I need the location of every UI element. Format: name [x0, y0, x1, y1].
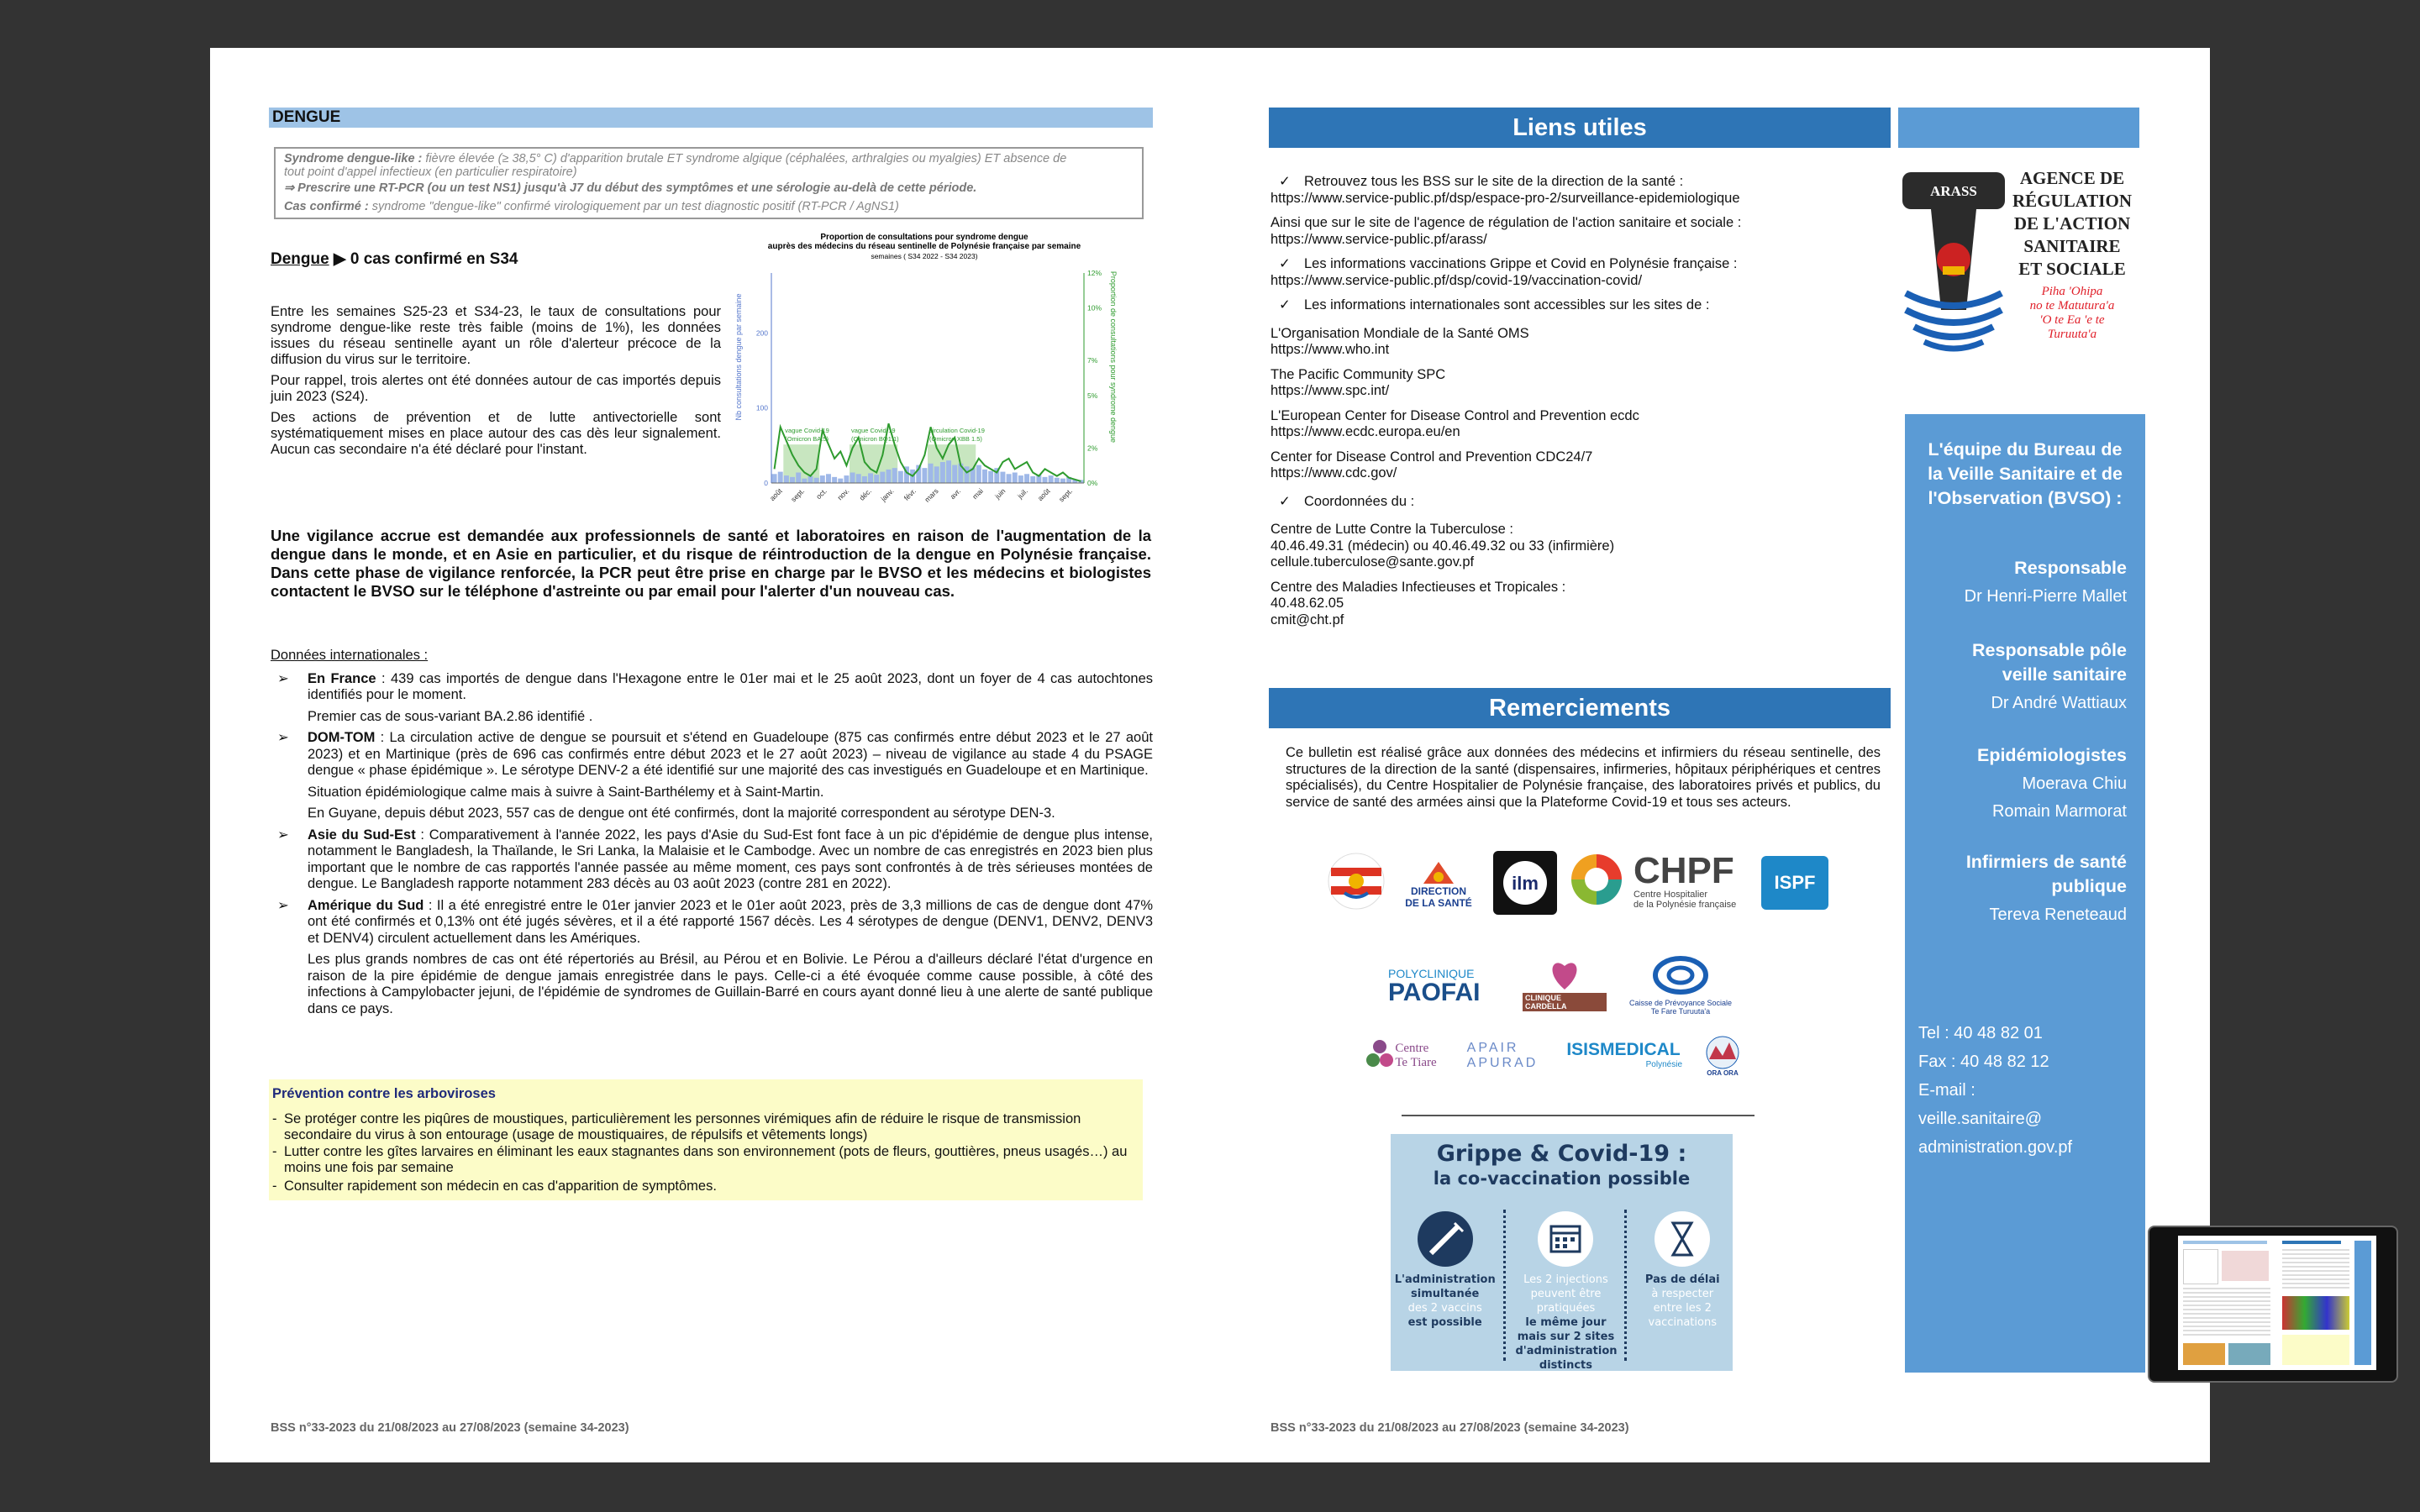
chart-bar	[976, 465, 981, 483]
check-icon: ✓	[1279, 493, 1291, 509]
link-spc[interactable]: https://www.spc.int/	[1270, 383, 1390, 398]
intl-sub: Les plus grands nombres de cas ont été répertoriés au Brésil, au Pérou et en Bolivie. Le Pérou a d'ailleurs déclaré l'état d'urgence en raison de la pire épidémie de dengue jamais enregistrée dans le pays. Celle-ci a été évoquée comme cause possible, à côté des infections à Campylobacter jejuni, de l'épidémie de syndromes de Guillain-Barré en cours ayant donné lieu à une alerte de santé publique dans ce pays.	[308, 952, 1153, 1016]
dengue-paragraphs	[271, 304, 721, 463]
arass-emblem	[1899, 167, 2008, 360]
check-icon: ✓	[1279, 256, 1291, 271]
band-label: vague Covid-19	[851, 427, 896, 435]
x-tick-label: nov.	[835, 486, 851, 502]
chart-bar	[832, 477, 837, 483]
arrow-icon: ➢	[277, 730, 289, 745]
chart-bar	[1013, 473, 1018, 484]
cardella-logo: CLINIQUE CARDELLA	[1523, 953, 1607, 1014]
cps-logo: Caisse de Prévoyance Sociale Te Fare Turuuta'a	[1622, 948, 1739, 1019]
check-icon: ✓	[1279, 297, 1291, 312]
promo-col-1: L'administration simultanée des 2 vaccins est possible	[1395, 1210, 1496, 1373]
role-responsable: Responsable	[2014, 558, 2127, 578]
arrow-icon: ➢	[277, 827, 289, 843]
contact-label: Centre de Lutte Contre la Tuberculose :	[1270, 522, 1513, 537]
link-who[interactable]: https://www.who.int	[1270, 342, 1390, 357]
y2-tick-label: 7%	[1087, 356, 1098, 365]
y-tick-label: 0	[764, 479, 768, 487]
para-3: Des actions de prévention et de lutte antivectorielle sont systématiquement mises en place autour des cas dès leur signalement. Aucun cas secondaire n'a été déclaré pour l'instant.	[271, 410, 721, 457]
name-infirmier: Tereva Reneteaud	[1989, 906, 2127, 924]
chart-ylabel: Nb consultations dengue par semaine	[734, 293, 743, 421]
chart-bar	[814, 478, 819, 483]
intl-item-france: ➢ En France : 439 cas importés de dengue dans l'Hexagone entre le 01er mai et le 25 août 2023, dont un foyer de 4 cas autochtones identifiés pour le moment.	[277, 670, 1153, 702]
y-tick-label: 200	[755, 328, 768, 338]
confirmed-text: syndrome "dengue-like" confirmé virologiquement par un test diagnostic positif (RT-PCR / AgNS1)	[368, 200, 899, 213]
role-epidemio: Epidémiologistes	[1976, 745, 2127, 765]
vigilance-alert: Une vigilance accrue est demandée aux professionnels de santé et laboratoires en raison de l'augmentation de la dengue dans le monde, et en Asie en particulier, et du risque de réintroduction de la dengue en Polynésie française. Dans cette phase de vigilance renforcée, la PCR peut être prise en charge par le BVSO et les médecins et biologistes contactent le BVSO sur le téléphone d'astreinte ou par email pour l'alerter d'un nouveau cas.	[271, 527, 1151, 600]
chpf-symbol-logo	[1568, 851, 1625, 908]
y2-tick-label: 0%	[1087, 479, 1098, 487]
chart-bar	[892, 468, 897, 483]
intl-item-asia: ➢ Asie du Sud-Est : Comparativement à l'année 2022, les pays d'Asie du Sud-Est font face à un pic d'épidémie de dengue plus intense, notamment le Bangladesh, la Thaïlande, le Sri Lanka, la Malaisie et le Cambodge. Avec un nombre de cas enregistrés en 2023 bien plus important que le nombre de cas rapportés l'année passée au même moment, ces pays sont confrontés à de très sérieuses montées de dengue. Le Bangladesh rapporte notamment 283 décès au 03 août 2023 (contre 281 en 2022).	[277, 827, 1154, 891]
header-bar-block	[1898, 108, 2139, 148]
contact-phone: 40.48.62.05	[1270, 596, 1344, 611]
chart-bar	[1018, 475, 1023, 483]
def-text: fièvre élevée (≥ 38,5° C) d'apparition brutale ET syndrome algique (céphalées, arthralgies ou myalgies) ET absence de	[422, 152, 1067, 165]
te-tiare-logo: Centre Te Tiare	[1355, 1031, 1447, 1081]
chart-bar	[946, 460, 951, 483]
x-tick-label: févr.	[902, 486, 918, 502]
para-1: Entre les semaines S25-23 et S34-23, le taux de consultations pour syndrome dengue-like reste très faible (moins de 1%), les données issues du réseau sentinelle ayant un rôle d'alerteur précoce de la diffusion du virus sur le territoire.	[271, 304, 721, 367]
link-arass[interactable]: https://www.service-public.pf/arass/	[1270, 231, 1487, 247]
contact-phone: 40.46.49.31 (médecin) ou 40.46.49.32 ou 33 (infirmière)	[1270, 538, 1615, 554]
link-label: The Pacific Community SPC	[1270, 366, 1446, 382]
link-vaccination[interactable]: https://www.service-public.pf/dsp/covid-19/vaccination-covid/	[1270, 272, 1643, 288]
x-tick-label: juil.	[1015, 486, 1029, 501]
x-tick-label: janv.	[879, 486, 896, 503]
contact-email-1[interactable]: veille.sanitaire@	[1918, 1110, 2043, 1128]
confirmed-label: Cas confirmé :	[284, 200, 369, 213]
definition-box	[274, 147, 1144, 219]
chart-bar	[1007, 474, 1012, 483]
section-title: DENGUE	[269, 108, 1153, 128]
link-label: L'European Center for Disease Control and Prevention ecdc	[1270, 407, 1639, 423]
chart-bar	[1049, 475, 1054, 483]
x-tick-label: mai	[971, 486, 985, 501]
link-label: L'Organisation Mondiale de la Santé OMS	[1270, 325, 1529, 341]
paofai-logo: POLYCLINIQUE PAOFAI	[1388, 967, 1481, 1006]
sidebar-title: L'équipe du Bureau de la Veille Sanitaire et de l'Observation (BVSO) :	[1928, 439, 2123, 508]
useful-links: ✓ Retrouvez tous les BSS sur le site de la direction de la santé : https://www.service-public.pf/dsp/espace-pro-2/surveillance-epidemiologique Ainsi que sur le site de l'agence de régulation de l'action sanitaire et sociale : https://www.service-public.pf/arass/ ✓ Les informations vaccinations Grippe et Covid en Polynésie française : https://www.service-public.pf/dsp/covid-19/vaccination-covid/ ✓ Les informations internationales sont accessibles sur les sites de : L'Organisation Mondiale de la Santé OMS https://www.who.int The Pacific Community SPC https://www.spc.int/ L'European Center for Disease Control and Prevention ecdc https://www.ecdc.europa.eu/en Center for Disease Control and Prevention CDC24/7 https://www.cdc.gov/ ✓ Coordonnées du : Centre de Lutte Contre la Tuberculose : 40.46.49.31 (médecin) ou 40.46.49.32 ou 33 (infirmière) cellule.tuberculose@sante.gov.pf Centre des Maladies Infectieuses et Tropicales : 40.48.62.05 cmit@cht.pf	[1270, 174, 1766, 637]
contact-email[interactable]: cellule.tuberculose@sante.gov.pf	[1270, 554, 1475, 570]
syringe-icon	[1416, 1210, 1475, 1268]
y2-tick-label: 12%	[1087, 269, 1102, 277]
chart-bar	[965, 466, 970, 483]
dengue-chart	[731, 231, 1118, 504]
divider	[1402, 1115, 1754, 1116]
contact-email-label: E-mail :	[1918, 1081, 1975, 1100]
band-label: (Omicron XBB 1.5)	[929, 435, 982, 444]
chart-bar	[1043, 477, 1048, 483]
x-tick-label: sept.	[1057, 486, 1075, 504]
band-label: circulation Covid-19	[929, 427, 985, 435]
contact-email-2[interactable]: administration.gov.pf	[1918, 1138, 2073, 1157]
name-responsable: Dr Henri-Pierre Mallet	[1964, 587, 2127, 606]
links-title: Liens utiles	[1269, 108, 1891, 148]
chart-bar	[898, 471, 903, 483]
document-page	[210, 48, 2210, 1462]
apair-logo: APAIR APURAD	[1466, 1041, 1539, 1070]
chart-subtitle-2: semaines ( S34 2022 - S34 2023)	[871, 252, 978, 260]
prevention-item: - Lutter contre les gîtes larvaires en éliminant les eaux stagnantes dans son environnement (pots de fleurs, gouttières, pneus usagés…) au moins une fois par semaine	[272, 1143, 1128, 1175]
chart-svg	[731, 231, 1118, 504]
y2-tick-label: 5%	[1087, 391, 1098, 400]
chart-bar	[929, 464, 934, 483]
x-tick-label: août	[1035, 486, 1052, 503]
direction-sante-logo: DIRECTION DE LA SANTÉ	[1397, 851, 1481, 918]
ilm-logo	[1493, 851, 1557, 915]
x-tick-label: août	[767, 486, 784, 503]
band-label: (Omicron BQ1.1)	[851, 435, 899, 444]
chart-bar	[988, 471, 993, 483]
chart-bar	[1055, 478, 1060, 483]
chart-title: Proportion de consultations pour syndrome dengue	[820, 233, 1028, 242]
intl-sub: Situation épidémiologique calme mais à suivre à Saint-Barthélemy et à Saint-Martin.	[308, 784, 824, 800]
promo-title: Grippe & Covid-19 :	[1436, 1141, 1687, 1167]
x-tick-label: déc.	[857, 486, 873, 502]
dengue-title: Dengue ▶ 0 cas confirmé en S34	[271, 250, 518, 268]
polynesia-flag-logo	[1326, 851, 1386, 911]
x-tick-label: sept.	[789, 486, 807, 504]
arrow-icon: ➢	[277, 670, 289, 686]
chart-bar	[880, 472, 885, 483]
role-veille: Responsable pôle veille sanitaire	[1972, 640, 2127, 685]
chart-bar	[952, 465, 957, 483]
calendar-icon	[1536, 1210, 1595, 1268]
chart-bar	[856, 474, 861, 483]
chart-bar	[790, 477, 795, 483]
footer-left: BSS n°33-2023 du 21/08/2023 au 27/08/2023 (semaine 34-2023)	[271, 1421, 629, 1435]
hourglass-icon	[1653, 1210, 1712, 1268]
promo-col-3: Pas de délai à respecter entre les 2 vaccinations	[1636, 1210, 1728, 1373]
def-text-2: tout point d'appel infectieux (en particulier respiratoire)	[284, 165, 577, 179]
y2-tick-label: 2%	[1087, 444, 1098, 453]
chart-bar	[940, 462, 945, 483]
promo-separator	[1503, 1210, 1507, 1361]
intl-sub: Premier cas de sous-variant BA.2.86 identifié .	[308, 708, 593, 724]
role-infirmiers: Infirmiers de santé publique	[1965, 852, 2127, 896]
chart-bar	[844, 475, 849, 483]
band-label: (Omicron BA.5)	[785, 435, 829, 444]
chart-bar	[802, 479, 807, 483]
intl-item-domtom: ➢ DOM-TOM : La circulation active de dengue se poursuit et s'étend en Guadeloupe (875 cas confirmés entre début 2023 et le 27 août 2023) et en Martinique (près de 696 cas confirmés entre début 2023 et le 27 août 2023) – niveau de vigilance au stade 4 du PSAGE dengue « phase épidémique ». Le sérotype DENV-2 a été identifié sur une majorité des cas investigués en Guadeloupe et en Martinique.	[277, 730, 1153, 778]
intl-title: Données internationales :	[271, 648, 429, 663]
arrow-icon: ➢	[277, 897, 289, 913]
link-label: Ainsi que sur le site de l'agence de régulation de l'action sanitaire et sociale :	[1270, 215, 1742, 230]
covaccination-banner	[1391, 1134, 1733, 1371]
chart-bar	[934, 466, 939, 483]
chart-bar	[784, 475, 789, 483]
chart-bar	[838, 479, 843, 483]
link-ecdc[interactable]: https://www.ecdc.europa.eu/en	[1270, 424, 1460, 439]
prevention-item: - Consulter rapidement son médecin en cas d'apparition de symptômes.	[272, 1178, 717, 1194]
ispf-logo: ISPF	[1761, 856, 1828, 910]
band-label: vague Covid-19	[785, 427, 829, 435]
para-2: Pour rappel, trois alertes ont été données autour de cas importés depuis juin 2023 (S24).	[271, 373, 721, 404]
x-tick-label: mars	[923, 486, 940, 504]
chart-bar	[886, 470, 892, 483]
name-epidemio-1: Moerava Chiu	[2022, 774, 2127, 793]
chart-bar	[826, 474, 831, 483]
prevention-box	[269, 1079, 1143, 1200]
contact-label: Centre des Maladies Infectieuses et Tropicales :	[1270, 579, 1566, 595]
chart-bar	[778, 472, 783, 483]
link-cdc[interactable]: https://www.cdc.gov/	[1270, 465, 1397, 480]
chpf-logo: CHPF Centre Hospitalier de la Polynésie française	[1634, 850, 1737, 910]
arass-name: AGENCE DE RÉGULATION DE L'ACTION SANITAIRE ET SOCIALE	[2012, 168, 2132, 279]
contact-block	[1905, 1019, 2145, 1162]
x-tick-label: oct.	[814, 486, 829, 501]
promo-subtitle: la co-vaccination possible	[1433, 1168, 1691, 1189]
chart-bar	[982, 470, 987, 483]
page-thumbnail[interactable]	[2148, 1226, 2398, 1383]
intl-sub: En Guyane, depuis début 2023, 557 cas de dengue ont été confirmés, dont la majorité correspondent au sérotype DEN-3.	[308, 806, 1055, 821]
x-tick-label: avr.	[948, 486, 963, 501]
chart-bar	[922, 468, 927, 483]
arass-badge: ARASS	[1930, 183, 1977, 199]
remerciements-text: Ce bulletin est réalisé grâce aux données des médecins et infirmiers du réseau sentinelle, des structures de la direction de la santé (dispensaires, infirmeries, hôpitaux périphériques et centres spécialisés), du Centre Hospitalier de Polynésie française, des laboratoires privés et publics, du service de santé des armées ainsi que la Plateforme Covid-19 et tous ses acteurs.	[1286, 745, 1881, 810]
isis-medical-logo: ISISMEDICAL Polynésie	[1566, 1039, 1682, 1069]
promo-separator	[1624, 1210, 1628, 1361]
promo-col-2: Les 2 injections peuvent être pratiquées le même jour mais sur 2 sites d'administration distincts	[1515, 1210, 1616, 1373]
chart-subtitle: auprès des médecins du réseau sentinelle de Polynésie française par semaine	[767, 242, 1081, 251]
chart-bar	[1024, 474, 1029, 483]
chart-bar	[1030, 476, 1035, 483]
prevention-title: Prévention contre les arboviroses	[272, 1086, 496, 1101]
prevention-item: - Se protéger contre les piqûres de moustiques, particulièrement les personnes virémiques afin de réduire le risque de transmission secondaire du virus à son entourage (usage de moustiquaires, de répulsifs et vêtements longs)	[272, 1110, 1081, 1142]
link-label: Center for Disease Control and Prevention CDC24/7	[1270, 449, 1593, 465]
thumbnail-page	[2178, 1236, 2376, 1370]
chart-bar	[874, 475, 879, 483]
y-tick-label: 100	[755, 403, 768, 412]
chart-bar	[862, 476, 867, 483]
y2-tick-label: 10%	[1087, 303, 1102, 312]
chart-bar	[1000, 472, 1005, 483]
arass-tahitian: Piha 'Ohipa no te Matutura'a 'O te Ea 'e te Turuuta'a	[2029, 285, 2115, 341]
def-label: Syndrome dengue-like :	[284, 152, 423, 165]
link-bss[interactable]: https://www.service-public.pf/dsp/espace-pro-2/surveillance-epidemiologique	[1270, 190, 1740, 206]
name-epidemio-2: Romain Marmorat	[1991, 802, 2127, 821]
chart-bar	[796, 473, 801, 484]
contact-email[interactable]: cmit@cht.pf	[1270, 612, 1344, 627]
contact-tel: Tel : 40 48 82 01	[1918, 1024, 2043, 1042]
contact-fax: Fax : 40 48 82 12	[1918, 1053, 2049, 1071]
x-tick-label: juin	[992, 486, 1007, 501]
arass-logo	[1899, 167, 2134, 402]
remerciements-title: Remerciements	[1269, 688, 1891, 728]
chart-bar	[868, 473, 873, 483]
svg-text:ilm: ilm	[1512, 873, 1539, 894]
chart-bar	[772, 474, 777, 483]
chart-bar	[820, 475, 825, 483]
chart-bar	[808, 476, 813, 483]
name-veille: Dr André Wattiaux	[1991, 694, 2127, 712]
ora-ora-logo: ORA ORA	[1697, 1029, 1748, 1081]
chart-y2label: Proportion de consultations pour syndrome dengue	[1109, 270, 1118, 444]
intl-item-south-america: ➢ Amérique du Sud : Il a été enregistré entre le 01er janvier 2023 et le 01er août 2023, près de 3,3 millions de cas de dengue dont 47% ont été confirmés et 0,13% ont été jugés sévères, et il a été rapporté 1567 décès. Les 4 sérotypes de dengue (DENV1, DENV2, DENV3 et DENV4) circulent actuellement dans les Amériques.	[277, 897, 1153, 946]
international-data	[271, 648, 1153, 1022]
footer-right: BSS n°33-2023 du 21/08/2023 au 27/08/2023 (semaine 34-2023)	[1270, 1421, 1629, 1435]
bvso-team-sidebar	[1905, 414, 2145, 1373]
chart-bar	[1060, 479, 1065, 483]
check-icon: ✓	[1279, 174, 1291, 189]
def-prescription: ⇒ Prescrire une RT-PCR (ou un test NS1) jusqu'à J7 du début des symptômes et une sérologie au-delà de cette période.	[284, 181, 977, 195]
chart-bar	[850, 473, 855, 484]
